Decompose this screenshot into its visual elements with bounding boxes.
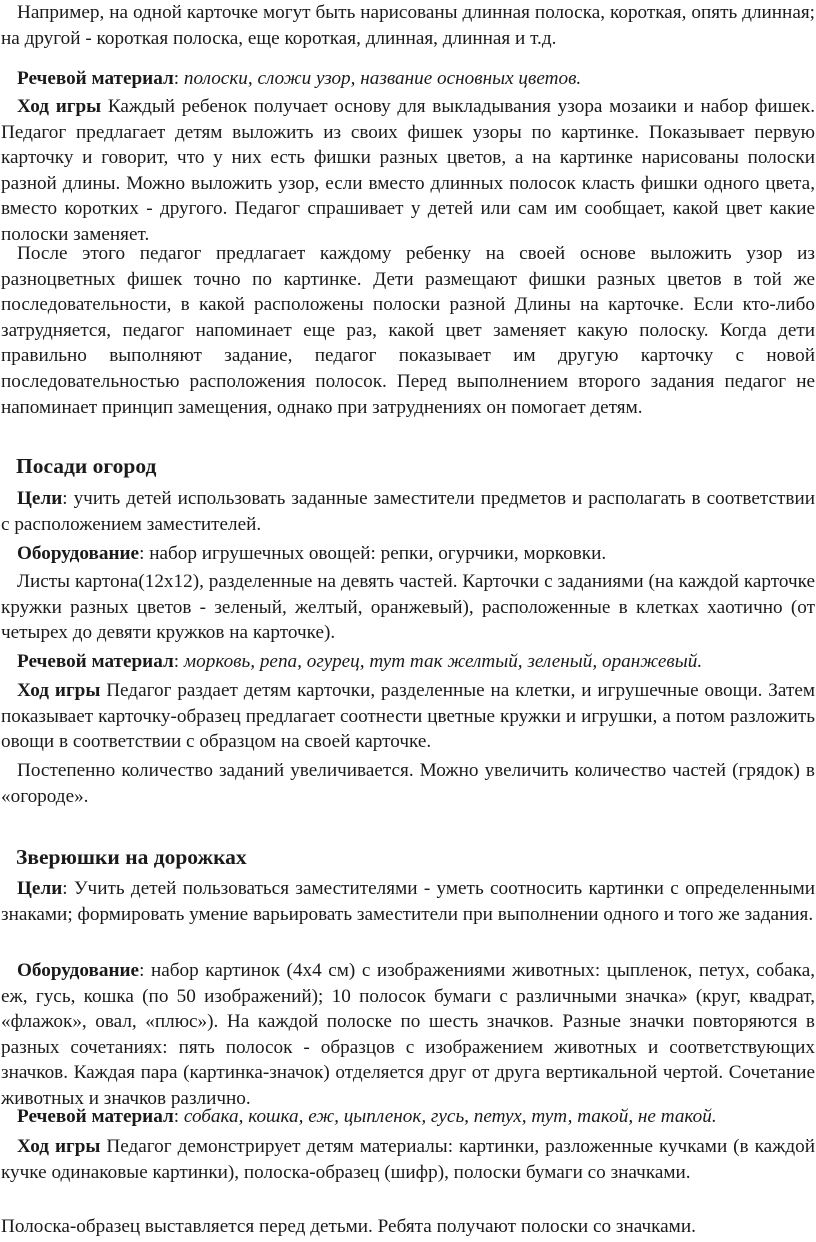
- game2-gradual-paragraph: [1, 758, 815, 809]
- gradual-text: Постепенно количество заданий увеличивается. Можно увеличить количество частей (грядок) в «огороде».: [1, 760, 815, 807]
- game1-paragraph-2: [1, 241, 815, 420]
- game2-goals-paragraph: [1, 486, 815, 537]
- course-text: Педагог раздает детям карточки, разделенные на клетки, и игрушечные овощи. Затем показывает карточку-образец предлагает соотнести цветные кружки и игрушки, а потом разложить овощи в соответствии с образцом на своей карточке.: [1, 680, 815, 753]
- game2-speech-paragraph: [1, 649, 815, 675]
- game3-goals-paragraph: [1, 876, 815, 927]
- game1-course-paragraph: [1, 94, 815, 248]
- goals-text: Учить детей пользоваться заместителями - уметь соотносить картинки с определенными знаками; формировать умение варьировать заместители при выполнении одного и того же задания.: [1, 878, 815, 925]
- colon: :: [139, 960, 145, 981]
- game3-equipment-paragraph: [1, 958, 815, 1112]
- colon: :: [173, 68, 180, 89]
- goals-label: Цели: [17, 878, 63, 899]
- equipment-text: набор игрушечных овощей: репки, огурчики, морковки.: [149, 543, 607, 564]
- course-label: Ход игры: [17, 680, 101, 701]
- colon: :: [62, 878, 68, 899]
- intro-paragraph: [1, 0, 815, 51]
- game2-title: Посади огород: [16, 454, 157, 478]
- colon: :: [62, 488, 68, 509]
- colon: :: [139, 543, 145, 564]
- equipment-label: Оборудование: [17, 960, 140, 981]
- speech-label: Речевой материал: [17, 68, 174, 89]
- intro-text: Например, на одной карточке могут быть нарисованы длинная полоска, короткая, опять длинная; на другой - короткая полоска, еще короткая, длинная, длинная и т.д.: [1, 2, 815, 49]
- paragraph-text: После этого педагог предлагает каждому ребенку на своей основе выложить узор из разноцветных фишек точно по картинке. Дети размещают фишки разных цветов в той же последовательности, в какой расположены полоски разной Длины на карточке. Если кто-либо затрудняется, педагог напоминает еще раз, какой цвет заменяет какую полоску. Когда дети правильно выполняют задание, педагог показывает им другую карточку с новой последовательностью расположения полосок. Перед выполнением второго задания педагог не напоминает принцип замещения, однако при затруднениях он помогает детям.: [1, 243, 815, 418]
- course-text: Каждый ребенок получает основу для выкладывания узора мозаики и набор фишек. Педагог предлагает детям выложить из своих фишек узоры по картинке. Показывает первую карточку и говорит, что у них есть фишки разных цветов, а на картинке нарисованы полоски разной длины. Можно выложить узор, если вместо длинных полосок класть фишки одного цвета, вместо коротких - другого. Педагог спрашивает у детей или сам им сообщает, какой цвет какие полоски заменяет.: [1, 96, 816, 245]
- speech-label: Речевой материал: [17, 1106, 174, 1127]
- game3-course-paragraph: [1, 1134, 815, 1185]
- goals-label: Цели: [17, 488, 63, 509]
- colon: :: [173, 1106, 180, 1127]
- game1-speech-paragraph: [1, 66, 815, 92]
- sheets-text: Листы картона(12х12), разделенные на девять частей. Карточки с заданиями (на каждой карточке кружки разных цветов - зеленый, желтый, оранжевый), расположенные в клетках хаотично (от четырех до девяти кружков на карточке).: [1, 571, 815, 644]
- game3-last-paragraph: [1, 1214, 815, 1240]
- goals-text: учить детей использовать заданные заместители предметов и располагать в соответствии с расположением заместителей.: [1, 488, 816, 535]
- speech-text: полоски, сложи узор, название основных цветов.: [183, 68, 582, 89]
- speech-text: морковь, репа, огурец, тут так желтый, зеленый, оранжевый.: [183, 651, 703, 672]
- game2-course-paragraph: [1, 678, 815, 755]
- game2-equipment-paragraph: [1, 541, 815, 567]
- last-text: Полоска-образец выставляется перед детьми. Ребята получают полоски со значками.: [1, 1216, 696, 1237]
- game3-title: Зверюшки на дорожках: [16, 845, 247, 869]
- game2-sheets-paragraph: [1, 569, 815, 646]
- equipment-label: Оборудование: [17, 543, 140, 564]
- course-text: Педагог демонстрирует детям материалы: картинки, разложенные кучками (в каждой кучке одинаковые картинки), полоска-образец (шифр), полоски бумаги со значками.: [1, 1136, 816, 1183]
- game3-speech-paragraph: [1, 1104, 815, 1130]
- course-label: Ход игры: [17, 1136, 101, 1157]
- colon: :: [173, 651, 180, 672]
- speech-label: Речевой материал: [17, 651, 174, 672]
- equipment-text: набор картинок (4х4 см) с изображениями животных: цыпленок, петух, собака, еж, гусь, кошка (по 50 изображений); 10 полосок бумаги с различными значка» (круг, квадрат, «флажок», овал, «плюс»). На каждой полоске по шесть значков. Разные значки повторяются в разных сочетаниях: пять полосок - образцов с изображением животных и соответствующих значков. Каждая пара (картинка-значок) отделяется друг от друга вертикальной чертой. Сочетание животных и значков различно.: [1, 960, 816, 1109]
- speech-text: собака, кошка, еж, цыпленок, гусь, петух, тут, такой, не такой.: [183, 1106, 717, 1127]
- course-label: Ход игры: [17, 96, 102, 117]
